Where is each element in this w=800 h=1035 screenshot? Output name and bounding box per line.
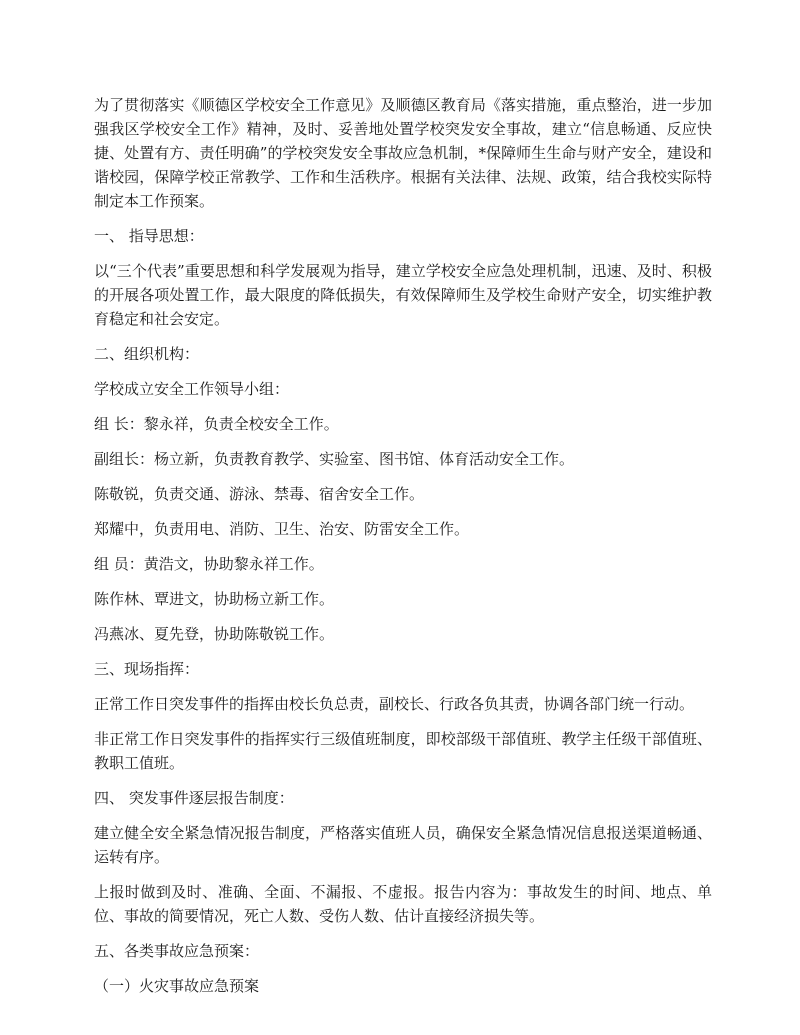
reporting-system-paragraph: 建立健全安全紧急情况报告制度，严格落实值班人员，确保安全紧急情况信息报送渠道畅通、运转有序。: [94, 824, 712, 866]
section-heading-organization: 二、组织机构：: [94, 345, 200, 363]
section-heading-contingency-plans: 五、各类事故应急预案：: [94, 942, 260, 960]
team-leader-line: 组 长：黎永祥，负责全校安全工作。: [94, 415, 339, 433]
assist-chen-line: 冯燕冰、夏先登，协助陈敬锐工作。: [94, 625, 335, 643]
guiding-thought-paragraph: 以“三个代表”重要思想和科学发展观为指导，建立学校安全应急处理机制，迅速、及时、积极的开展各项处置工作，最大限度的降低损失，有效保障师生及学校生命财产安全，切实维护教育稳定和社会安定。: [94, 262, 712, 328]
leadership-group-line: 学校成立安全工作领导小组：: [94, 380, 290, 398]
section-heading-guiding-thought: 一、 指导思想：: [94, 227, 204, 245]
assist-yang-line: 陈作林、覃进文，协助杨立新工作。: [94, 590, 335, 608]
command-workday-paragraph: 正常工作日突发事件的指挥由校长负总责，副校长、行政各负其责，协调各部门统一行动。: [94, 695, 695, 713]
reporting-content-paragraph: 上报时做到及时、准确、全面、不漏报、不虚报。报告内容为：事故发生的时间、地点、单位、事故的简要情况，死亡人数、受伤人数、估计直接经济损失等。: [94, 883, 712, 925]
document-body: [94, 93, 712, 1009]
intro-paragraph: 为了贯彻落实《顺德区学校安全工作意见》及顺德区教育局《落实措施，重点整治，进一步加强我区学校安全工作》精神，及时、妥善地处置学校突发安全事故，建立“信息畅通、反应快捷、处置有方、责任明确”的学校突发安全事故应急机制，*保障师生生命与财产安全，建设和谐校园，保障学校正常教学、工作和生活秩序。根据有关法律、法规、政策，结合我校实际特制定本工作预案。: [94, 96, 712, 210]
section-heading-command: 三、现场指挥：: [94, 660, 200, 678]
team-members-line: 组 员：黄浩文，协助黎永祥工作。: [94, 555, 324, 573]
member-chen-jingrui-line: 陈敬锐，负责交通、游泳、禁毒、宿舍安全工作。: [94, 485, 425, 503]
fire-plan-heading: （一）火灾事故应急预案: [94, 977, 260, 995]
deputy-leader-line: 副组长：杨立新，负责教育教学、实验室、图书馆、体育活动安全工作。: [94, 450, 575, 468]
section-heading-reporting: 四、 突发事件逐层报告制度：: [94, 789, 294, 807]
member-zheng-yaozhong-line: 郑耀中，负责用电、消防、卫生、治安、防雷安全工作。: [94, 520, 470, 538]
command-nonworkday-paragraph: 非正常工作日突发事件的指挥实行三级值班制度，即校部级干部值班、教学主任级干部值班、教职工值班。: [94, 730, 712, 772]
